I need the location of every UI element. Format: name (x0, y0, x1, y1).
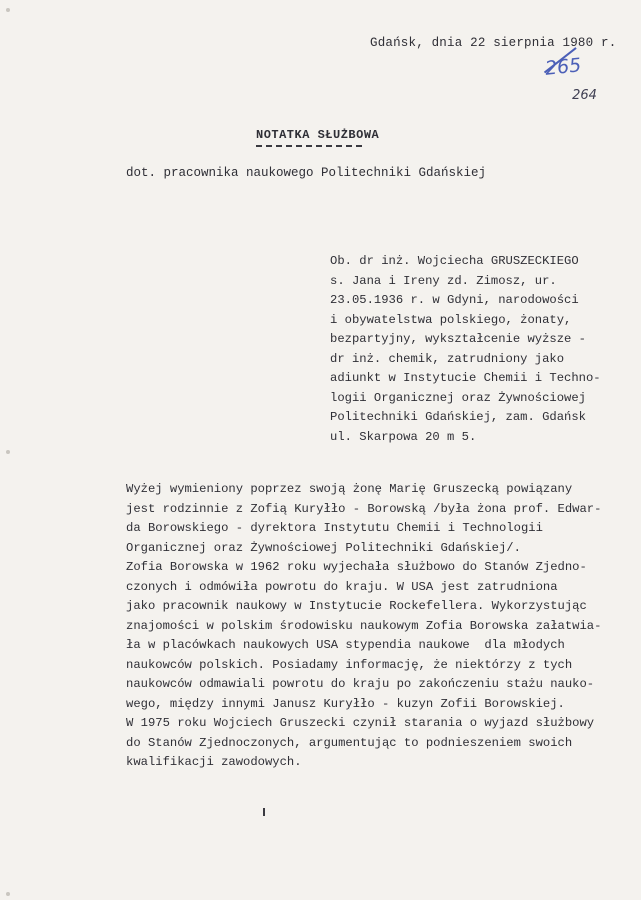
body-line: znajomości w polskim środowisku naukowym Zofia Borowska załatwia- (126, 618, 602, 633)
person-line: adiunkt w Instytucie Chemii i Techno- (330, 371, 601, 385)
punch-hole (6, 892, 10, 896)
person-line: 23.05.1936 r. w Gdyni, narodowości (330, 293, 579, 307)
body-line: jest rodzinnie z Zofią Kuryłło - Borowską /była żona prof. Edwar- (126, 501, 602, 516)
person-line: i obywatelstwa polskiego, żonaty, (330, 312, 572, 327)
body-line: naukowców polskich. Posiadamy informację, że niektórzy z tych (126, 657, 573, 672)
subject-person-block (330, 252, 601, 447)
body-line: ła w placówkach naukowych USA stypendia naukowe dla młodych (126, 638, 565, 652)
title-underline (256, 145, 362, 147)
punch-hole (6, 450, 10, 454)
subject-line: dot. pracownika naukowego Politechniki Gdańskiej (126, 166, 487, 180)
body-line: Zofia Borowska w 1962 roku wyjechała służbowo do Stanów Zjedno- (126, 560, 587, 574)
body-line: wego, między innymi Janusz Kuryłło - kuzyn Zofii Borowskiej. (126, 696, 565, 711)
person-line: s. Jana i Ireny zd. Zimosz, ur. (330, 273, 557, 288)
person-line: dr inż. chemik, zatrudniony jako (330, 351, 565, 366)
punch-hole (6, 8, 10, 12)
body-line: kwalifikacji zawodowych. (126, 755, 302, 769)
document-title: NOTATKA SŁUŻBOWA (256, 128, 380, 142)
person-line: Ob. dr inż. Wojciecha GRUSZECKIEGO (330, 254, 579, 268)
person-line: logii Organicznej oraz Żywnościowej (330, 390, 586, 405)
person-line: Politechniki Gdańskiej, zam. Gdańsk (330, 410, 586, 424)
body-line: da Borowskiego - dyrektora Instytutu Chemii i Technologii (126, 521, 543, 535)
body-text (126, 480, 601, 773)
body-line: W 1975 roku Wojciech Gruszecki czynił starania o wyjazd służbowy (126, 716, 595, 730)
person-line: bezpartyjny, wykształcenie wyższe - (330, 332, 586, 346)
dateline: Gdańsk, dnia 22 sierpnia 1980 r. (370, 36, 617, 50)
body-line: czonych i odmówiła powrotu do kraju. W USA jest zatrudniona (126, 579, 558, 594)
body-line: naukowców odmawiali powrotu do kraju po zakończeniu stażu nauko- (126, 677, 595, 691)
body-line: do Stanów Zjednoczonych, argumentując to podnieszeniem swoich (126, 735, 573, 750)
archive-number-old: 265 (543, 54, 583, 80)
archive-number-new: 264 (572, 87, 597, 103)
body-line: Wyżej wymieniony poprzez swoją żonę Marię Gruszecką powiązany (126, 482, 573, 496)
body-line: jako pracownik naukowy w Instytucie Rockefellera. Wykorzystując (126, 599, 587, 613)
pen-mark (263, 808, 265, 816)
person-line: ul. Skarpowa 20 m 5. (330, 429, 477, 444)
archive-number-mark (543, 54, 597, 103)
body-line: Organicznej oraz Żywnościowej Politechniki Gdańskiej/. (126, 540, 521, 555)
